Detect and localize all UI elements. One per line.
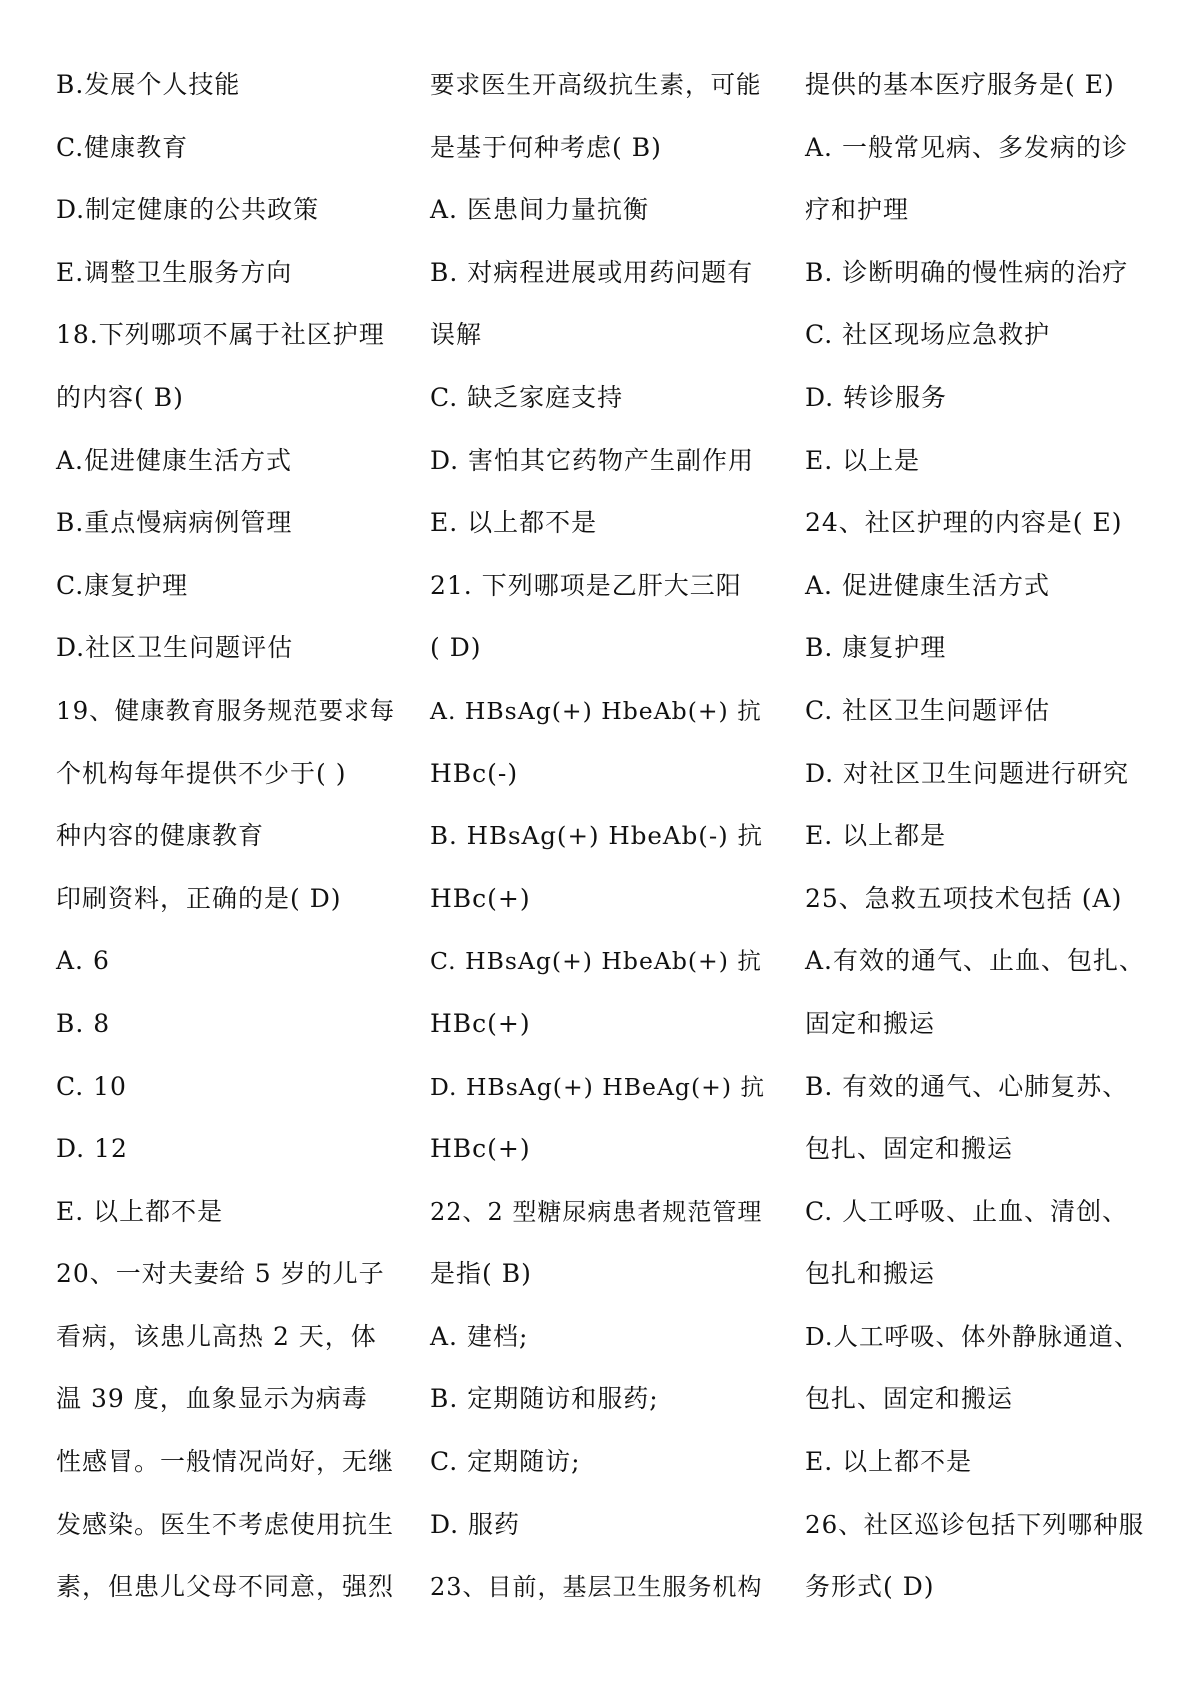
text-line: A. 6 [56, 946, 110, 976]
text-line: D.制定健康的公共政策 [56, 195, 320, 225]
text-line: B.发展个人技能 [56, 70, 241, 99]
text-line: A. 医患间力量抗衡 [430, 195, 649, 225]
text-line: 包扎和搬运 [805, 1259, 936, 1289]
text-line: 误解 [430, 320, 483, 350]
text-line: D.社区卫生问题评估 [56, 633, 294, 663]
text-line: C. 社区卫生问题评估 [805, 695, 1051, 725]
text-line: E. 以上是 [805, 445, 921, 475]
text-line: A.促进健康生活方式 [56, 445, 293, 475]
text-line: 性感冒。一般情况尚好，无继 [56, 1447, 395, 1477]
text-line: ( D) [430, 633, 482, 663]
text-line: B. 8 [56, 1008, 111, 1038]
text-line: E. 以上都是 [805, 821, 947, 851]
text-line: 23、目前，基层卫生服务机构 [430, 1573, 763, 1602]
text-line: 21. 下列哪项是乙肝大三阳 [430, 570, 742, 600]
text-line: 温 39 度，血象显示为病毒 [56, 1384, 368, 1414]
text-line: HBc(+) [430, 1134, 531, 1164]
text-line: HBc(-) [430, 758, 519, 788]
text-line: B. 定期随访和服药; [430, 1384, 659, 1414]
text-line: 看病，该患儿高热 2 天，体 [56, 1321, 377, 1351]
text-line: D. 服药 [430, 1509, 521, 1539]
text-line: C.康复护理 [56, 570, 189, 600]
text-line: A. 建档; [430, 1321, 529, 1351]
text-line: 个机构每年提供不少于( ) [56, 758, 347, 788]
text-line: A. 一般常见病、多发病的诊 [805, 132, 1128, 162]
text-line: E. 以上都不是 [805, 1447, 973, 1477]
text-line: E. 以上都不是 [430, 508, 598, 538]
text-line: 固定和搬运 [805, 1008, 936, 1038]
text-line: C. 人工呼吸、止血、清创、 [805, 1196, 1129, 1226]
text-line: 种内容的健康教育 [56, 821, 265, 851]
text-line: 提供的基本医疗服务是( E) [805, 70, 1115, 99]
text-line: D. 12 [56, 1134, 128, 1164]
text-line: B. 康复护理 [805, 633, 947, 663]
text-column-2 [430, 54, 765, 1619]
text-line: 26、社区巡诊包括下列哪种服 [805, 1509, 1145, 1539]
text-line: A. HBsAg(+) HbeAb(+) 抗 [430, 696, 762, 725]
text-line: D. 害怕其它药物产生副作用 [430, 445, 755, 475]
text-line: 24、社区护理的内容是( E) [805, 508, 1123, 538]
text-line: 发感染。医生不考虑使用抗生 [56, 1509, 395, 1539]
text-line: 是指( B) [430, 1259, 532, 1289]
text-line: HBc(+) [430, 883, 531, 913]
text-column-1 [56, 54, 396, 1619]
text-line: 是基于何种考虑( B) [430, 132, 662, 162]
text-line: HBc(+) [430, 1008, 531, 1038]
text-line: B. HBsAg(+) HbeAb(-) 抗 [430, 821, 763, 851]
text-line: B. 对病程进展或用药问题有 [430, 257, 754, 287]
text-column-3 [805, 54, 1145, 1619]
text-line: D.人工呼吸、体外静脉通道、 [805, 1321, 1140, 1351]
text-line: C. 10 [56, 1071, 127, 1101]
text-line: 素，但患儿父母不同意，强烈 [56, 1572, 395, 1602]
text-line: 务形式( D) [805, 1572, 935, 1602]
text-line: C. 缺乏家庭支持 [430, 382, 624, 412]
text-line: A.有效的通气、止血、包扎、 [805, 946, 1146, 976]
text-line: 疗和护理 [805, 195, 910, 225]
text-line: E.调整卫生服务方向 [56, 257, 293, 287]
text-line: 22、2 型糖尿病患者规范管理 [430, 1197, 763, 1226]
text-line: 包扎、固定和搬运 [805, 1134, 1014, 1164]
text-line: B. 诊断明确的慢性病的治疗 [805, 257, 1129, 287]
text-line: 的内容( B) [56, 382, 184, 412]
text-line: B.重点慢病病例管理 [56, 508, 293, 538]
text-line: B. 有效的通气、心肺复苏、 [805, 1071, 1129, 1101]
text-line: E. 以上都不是 [56, 1196, 224, 1226]
text-line: 20、一对夫妻给 5 岁的儿子 [56, 1259, 385, 1289]
text-line: 包扎、固定和搬运 [805, 1384, 1014, 1414]
text-line: C. HBsAg(+) HbeAb(+) 抗 [430, 947, 762, 976]
text-line: A. 促进健康生活方式 [805, 570, 1050, 600]
text-line: C. 定期随访; [430, 1447, 581, 1477]
text-line: C. 社区现场应急救护 [805, 320, 1051, 350]
text-line: 19、健康教育服务规范要求每 [56, 695, 396, 725]
text-line: 要求医生开高级抗生素，可能 [430, 70, 762, 99]
text-line: D. 转诊服务 [805, 382, 948, 412]
text-line: D. HBsAg(+) HBeAg(+) 抗 [430, 1072, 765, 1101]
text-line: 18.下列哪项不属于社区护理 [56, 320, 385, 350]
text-line: 25、急救五项技术包括 (A) [805, 883, 1123, 913]
text-line: D. 对社区卫生问题进行研究 [805, 758, 1130, 788]
text-line: 印刷资料，正确的是( D) [56, 883, 342, 913]
text-line: C.健康教育 [56, 132, 189, 162]
